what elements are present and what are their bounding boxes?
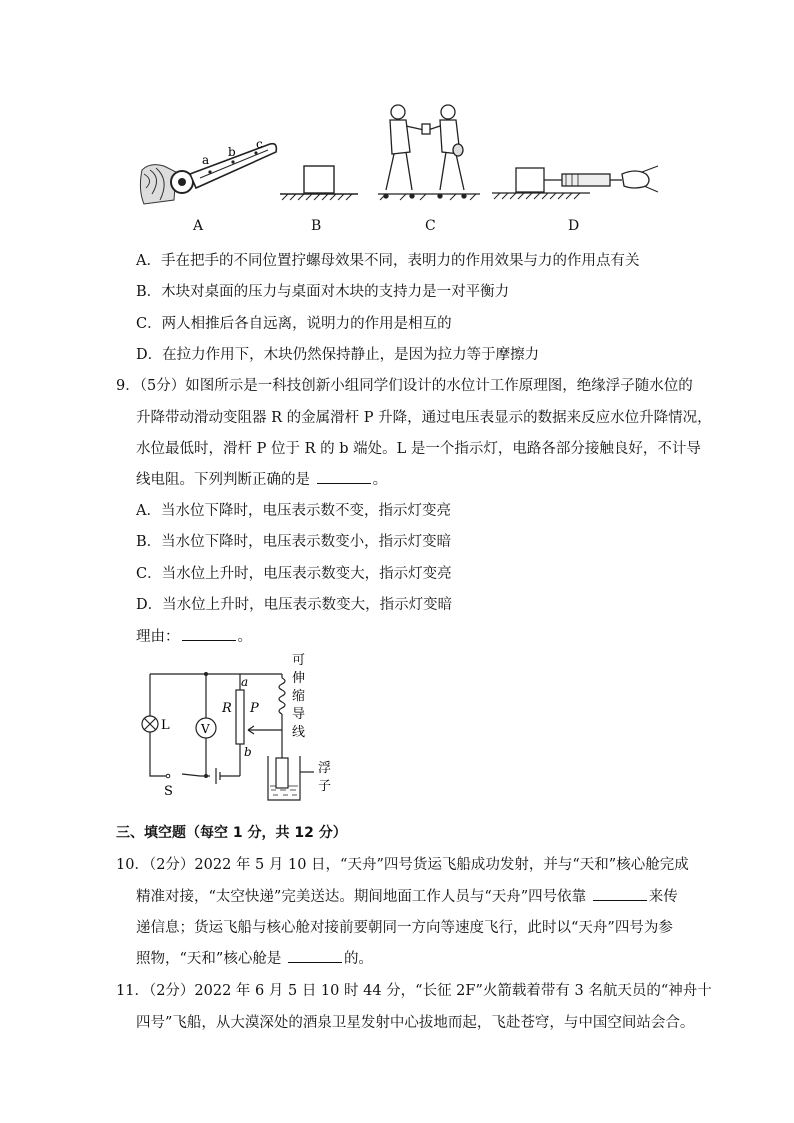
figure-label-c: C [425, 218, 436, 234]
wrench-point-a: a [202, 153, 210, 167]
q10-line-2 [136, 885, 678, 906]
q9-stem-end: 。 [372, 472, 388, 488]
q10-line-4 [136, 947, 373, 968]
q10-line-2-end: 来传 [648, 889, 678, 905]
q9-stem-line-4 [136, 468, 387, 489]
q9-answer-blank[interactable] [317, 471, 371, 484]
q9-option-d: D．当水位上升时，电压表示数变大，指示灯变暗 [136, 597, 453, 613]
q8-option-a: A．手在把手的不同位置拧螺母效果不同，表明力的作用效果与力的作用点有关 [136, 253, 640, 269]
lamp-label: L [161, 718, 170, 733]
switch-label: S [164, 784, 173, 799]
wire-label-3: 缩 [292, 689, 306, 704]
lamp-symbol [142, 716, 158, 732]
section-title-fill-in: 三、填空题（每空 1 分，共 12 分） [116, 825, 347, 841]
q10-line-4-end: 的。 [343, 951, 373, 967]
q10-line-3: 递信息；货运飞船与核心舱对接前要朝同一方向等速度飞行，此时以“天舟”四号为参 [136, 920, 673, 936]
q9-option-a: A．当水位下降时，电压表示数不变，指示灯变亮 [136, 503, 451, 519]
switch-symbol [166, 774, 170, 778]
float-label-2: 子 [318, 779, 332, 794]
q10-line-1: 10．（2分）2022 年 5 月 10 日，“天舟”四号货运飞船成功发射，并与“天和”核心舱完成 [116, 857, 689, 873]
wire-label-5: 线 [292, 725, 306, 740]
q9-stem-text: 线电阻。下列判断正确的是 [136, 472, 310, 488]
end-a-label: a [241, 675, 249, 689]
q9-reason-label: 理由： [136, 629, 180, 645]
figure-label-b: B [311, 218, 322, 234]
q10-blank-1[interactable] [593, 888, 647, 901]
q11-line-1: 11．（2分）2022 年 6 月 5 日 10 时 44 分，“长征 2F”火箭载着带有 3 名航天员的“神舟十 [116, 983, 712, 999]
block-on-table-figure [280, 166, 358, 200]
figure-label-a: A [193, 218, 204, 234]
spring-scale-figure [492, 166, 658, 199]
figure-label-d: D [568, 218, 580, 234]
wire-label-2: 伸 [292, 671, 306, 686]
q8-option-c: C．两人相推后各自远离，说明力的作用是相互的 [136, 316, 452, 332]
q9-option-c: C．当水位上升时，电压表示数变大，指示灯变亮 [136, 566, 452, 582]
float-label-1: 浮 [318, 761, 332, 776]
voltmeter-label: V [201, 722, 210, 736]
resistor-label: R [222, 701, 232, 716]
end-b-label: b [244, 745, 252, 759]
q9-reason-blank[interactable] [182, 628, 236, 641]
slider-label: P [250, 701, 259, 716]
q9-stem-line-3: 水位最低时，滑杆 P 位于 R 的 b 端处。L 是一个指示灯，电路各部分接触良好，不计导 [136, 441, 701, 457]
q8-option-b: B．木块对桌面的压力与桌面对木块的支持力是一对平衡力 [136, 284, 510, 300]
q10-line-2-text: 精准对接，“太空快递”完美送达。期间地面工作人员与“天舟”四号依靠 [136, 889, 587, 905]
wrench-point-b: b [228, 145, 236, 159]
q9-reason [136, 625, 252, 646]
q10-line-4-text: 照物，“天和”核心舱是 [136, 951, 282, 967]
q9-stem-line-2: 升降带动滑动变阻器 R 的金属滑杆 P 升降，通过电压表显示的数据来反应水位升降情况， [136, 410, 712, 426]
wrench-point-c: c [256, 137, 263, 151]
two-people-pushing-figure [378, 105, 480, 200]
q11-line-2: 四号”飞船，从大漠深处的酒泉卫星发射中心拔地而起，飞赴苍穹，与中国空间站会合。 [136, 1015, 695, 1031]
circuit-diagram [130, 650, 380, 810]
figure-row [130, 100, 660, 215]
q9-reason-end: 。 [237, 629, 252, 645]
wire-label-4: 导 [292, 707, 306, 722]
wrench-figure [140, 137, 276, 204]
q8-option-d: D．在拉力作用下，木块仍然保持静止，是因为拉力等于摩擦力 [136, 347, 540, 363]
q9-stem-line-1: 9．（5分）如图所示是一科技创新小组同学们设计的水位计工作原理图，绝缘浮子随水位的 [116, 378, 693, 394]
q9-option-b: B．当水位下降时，电压表示数变小，指示灯变暗 [136, 534, 452, 550]
q10-blank-2[interactable] [288, 950, 342, 963]
wire-label-1: 可 [292, 653, 306, 668]
